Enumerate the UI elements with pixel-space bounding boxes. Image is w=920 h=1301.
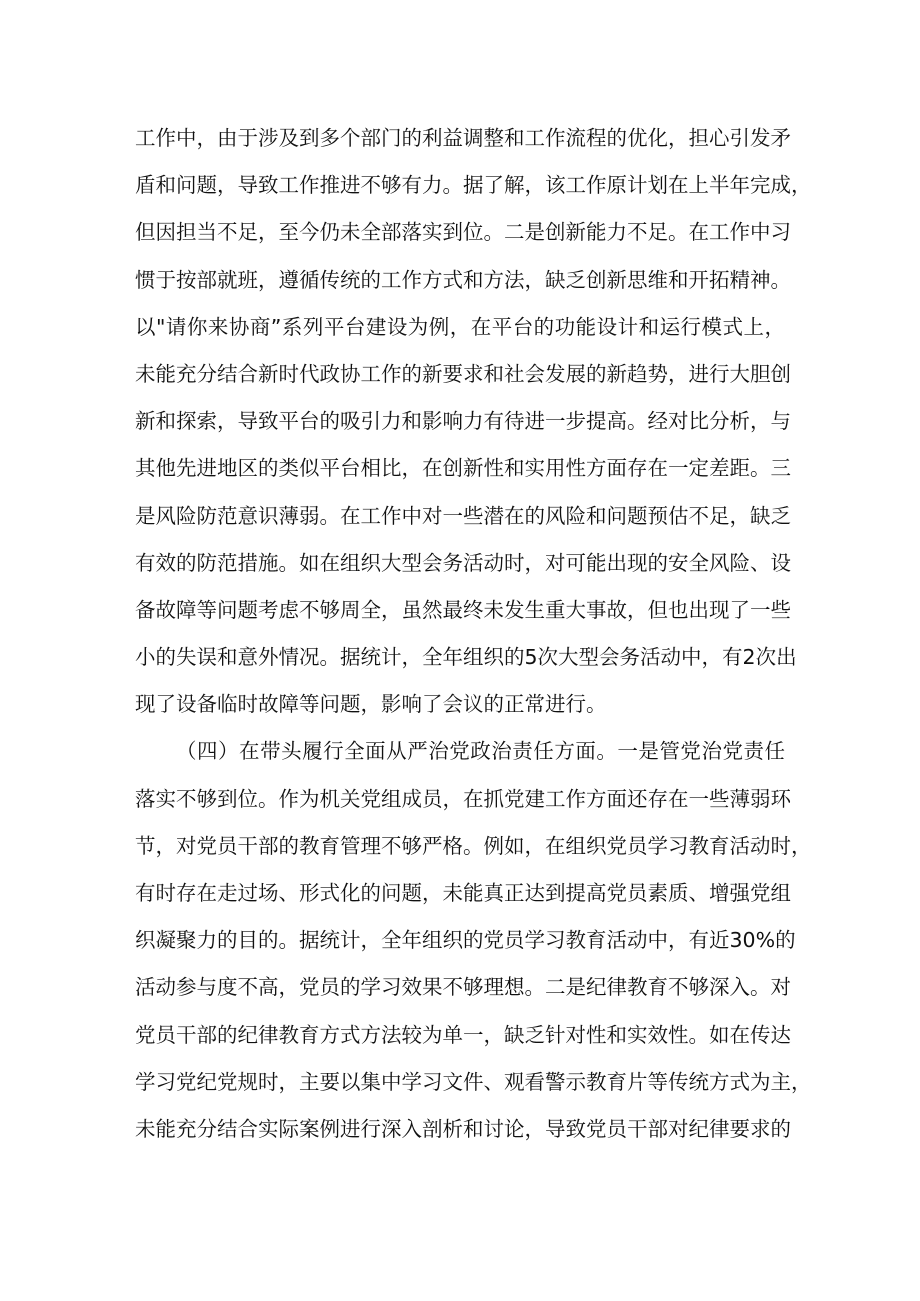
text-line: 以"请你来协商”系列平台建设为例，在平台的功能设计和运行模式上， bbox=[135, 314, 785, 339]
text-line: 节，对党员干部的教育管理不够严格。例如，在组织党员学习教育活动时， bbox=[135, 833, 812, 858]
text-line: 未能充分结合实际案例进行深入剖析和讨论，导致党员干部对纪律要求的 bbox=[135, 1116, 791, 1141]
body-text bbox=[135, 115, 812, 1153]
text-line: 工作中，由于涉及到多个部门的利益调整和工作流程的优化，担心引发矛 bbox=[135, 126, 791, 150]
text-line: 落实不够到位。作为机关党组成员，在抓党建工作方面还存在一些薄弱环 bbox=[135, 786, 791, 811]
text-line: 新和探索，导致平台的吸引力和影响力有待进一步提高。经对比分析，与 bbox=[135, 409, 791, 434]
section-heading-line: （四）在带头履行全面从严治党政治责任方面。一是管党治党责任 bbox=[176, 739, 785, 764]
text-line: 备故障等问题考虑不够周全，虽然最终未发生重大事故，但也出现了一些 bbox=[135, 597, 791, 622]
text-line: 有时存在走过场、形式化的问题，未能真正达到提高党员素质、增强党组 bbox=[135, 881, 791, 905]
text-line: 盾和问题，导致工作推进不够有力。据了解，该工作原计划在上半年完成， bbox=[135, 173, 812, 198]
text-line: 有效的防范措施。如在组织大型会务活动时，对可能出现的安全风险、设 bbox=[135, 550, 791, 575]
text-line: 惯于按部就班，遵循传统的工作方式和方法，缺乏创新思维和开拓精神。 bbox=[135, 267, 791, 292]
paragraph-end-line: 现了设备临时故障等问题，影响了会议的正常进行。 bbox=[135, 692, 607, 717]
text-line: 活动参与度不高，党员的学习效果不够理想。二是纪律教育不够深入。对 bbox=[135, 975, 791, 1000]
text-line: 党员干部的纪律教育方式方法较为单一，缺乏针对性和实效性。如在传达 bbox=[135, 1022, 791, 1047]
text-line: 但因担当不足，至今仍未全部落实到位。二是创新能力不足。在工作中习 bbox=[135, 220, 791, 245]
text-line: 是风险防范意识薄弱。在工作中对一些潜在的风险和问题预估不足，缺乏 bbox=[135, 503, 791, 528]
text-line: 未能充分结合新时代政协工作的新要求和社会发展的新趋势，进行大胆创 bbox=[135, 361, 791, 386]
text-line: 织凝聚力的目的。据统计，全年组织的党员学习教育活动中，有近30%的 bbox=[135, 928, 796, 953]
text-line: 学习党纪党规时，主要以集中学习文件、观看警示教育片等传统方式为主， bbox=[135, 1069, 812, 1094]
text-line: 其他先进地区的类似平台相比，在创新性和实用性方面存在一定差距。三 bbox=[135, 456, 791, 481]
text-line: 小的失误和意外情况。据统计，全年组织的5次大型会务活动中，有2次出 bbox=[135, 645, 797, 670]
